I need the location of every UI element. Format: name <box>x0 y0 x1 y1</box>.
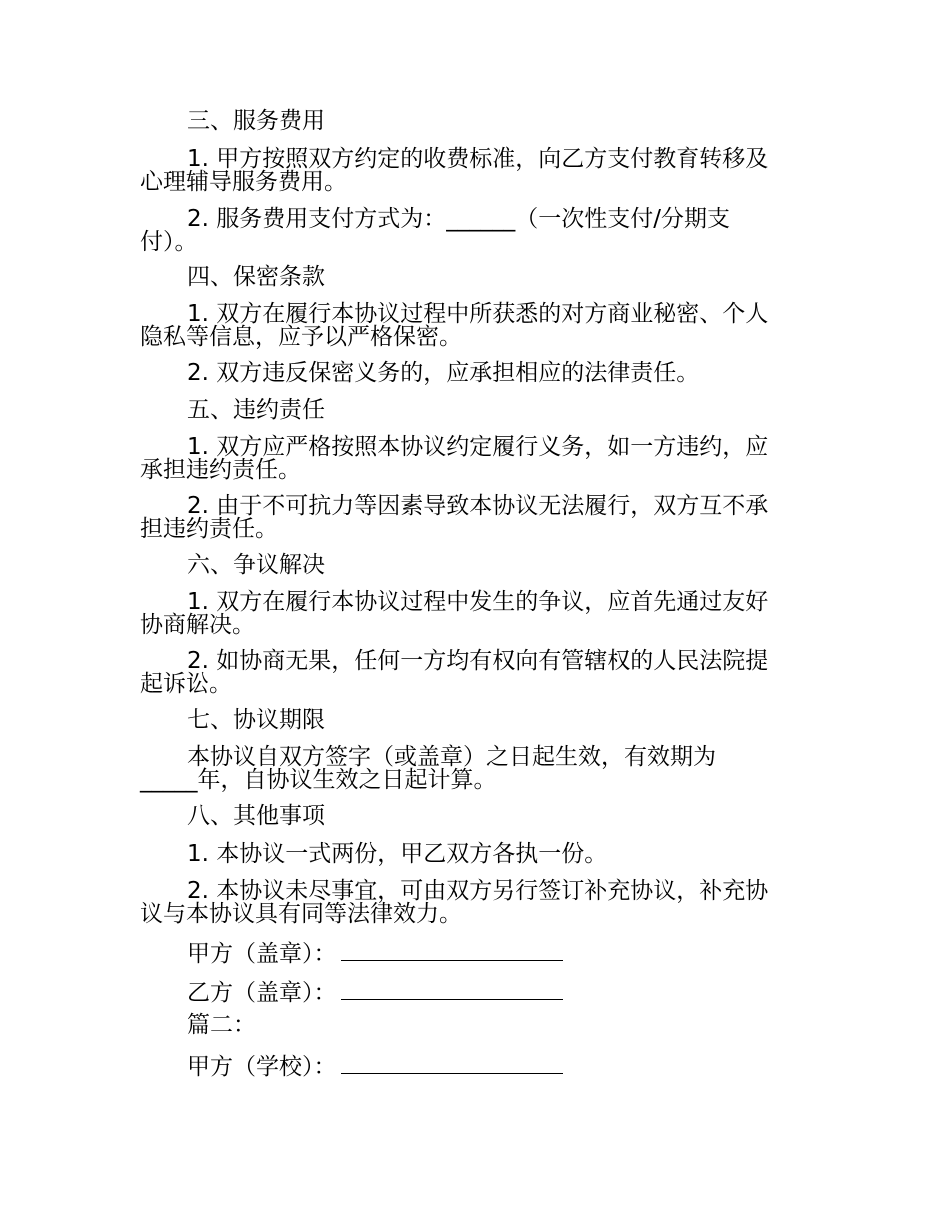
term-years-blank: _____ <box>140 767 198 793</box>
paragraph-line: 议与本协议具有同等法律效力。 <box>140 901 462 927</box>
section-heading-dispute: 六、争议解决 <box>187 552 325 578</box>
payment-method-options: （一次性支付/分期支 <box>515 206 731 232</box>
section-heading-confidentiality: 四、保密条款 <box>187 264 325 290</box>
section-heading-breach: 五、违约责任 <box>187 397 325 423</box>
paragraph-line: 本协议自双方签字（或盖章）之日起生效，有效期为 <box>187 744 716 770</box>
signature-party-b <box>187 977 867 1005</box>
paragraph-line: 担违约责任。 <box>140 516 278 542</box>
section-heading-term: 七、协议期限 <box>187 707 325 733</box>
paragraph-line: 协商解决。 <box>140 612 255 638</box>
signature-line <box>341 938 563 961</box>
signature-line <box>341 977 563 1000</box>
paragraph-line: 2. 本协议未尽事宜，可由双方另行签订补充协议，补充协 <box>187 878 769 904</box>
section-heading-other: 八、其他事项 <box>187 803 325 829</box>
paragraph-line: 2. 由于不可抗力等因素导致本协议无法履行，双方互不承 <box>187 493 769 519</box>
term-years-text: 年，自协议生效之日起计算。 <box>197 767 497 793</box>
paragraph-line: 付）。 <box>140 229 198 255</box>
signature-party-a <box>187 938 867 966</box>
paragraph-line: 起诉讼。 <box>140 671 232 697</box>
paragraph-line: 1. 本协议一式两份，甲乙双方各执一份。 <box>187 841 608 867</box>
paragraph-line: 2. 双方违反保密义务的，应承担相应的法律责任。 <box>187 360 700 386</box>
paragraph-line: 隐私等信息，应予以严格保密。 <box>140 324 462 350</box>
paragraph-line <box>140 769 820 792</box>
signature-line <box>341 1051 563 1074</box>
paragraph-line: 1. 甲方按照双方约定的收费标准，向乙方支付教育转移及 <box>187 146 769 172</box>
paragraph-line: 1. 双方应严格按照本协议约定履行义务，如一方违约，应 <box>187 434 769 460</box>
paragraph-line: 承担违约责任。 <box>140 457 301 483</box>
signature-label: 甲方（学校）： <box>187 1054 337 1080</box>
signature-label: 甲方（盖章）： <box>187 941 337 967</box>
payment-method-label: 2. 服务费用支付方式为： <box>187 206 447 232</box>
section-heading-fees: 三、服务费用 <box>187 108 325 134</box>
paragraph-line: 1. 双方在履行本协议过程中发生的争议，应首先通过友好 <box>187 589 769 615</box>
paragraph-line: 2. 如协商无果，任何一方均有权向有管辖权的人民法院提 <box>187 648 769 674</box>
payment-method-blank: ______ <box>446 206 516 232</box>
paragraph-line: 1. 双方在履行本协议过程中所获悉的对方商业秘密、个人 <box>187 301 769 327</box>
paragraph-line: 心理辅导服务费用。 <box>140 169 347 195</box>
part-two-heading: 篇二： <box>187 1012 256 1038</box>
signature-label: 乙方（盖章）： <box>187 980 337 1006</box>
paragraph-line <box>187 208 867 231</box>
signature-school <box>187 1051 867 1079</box>
